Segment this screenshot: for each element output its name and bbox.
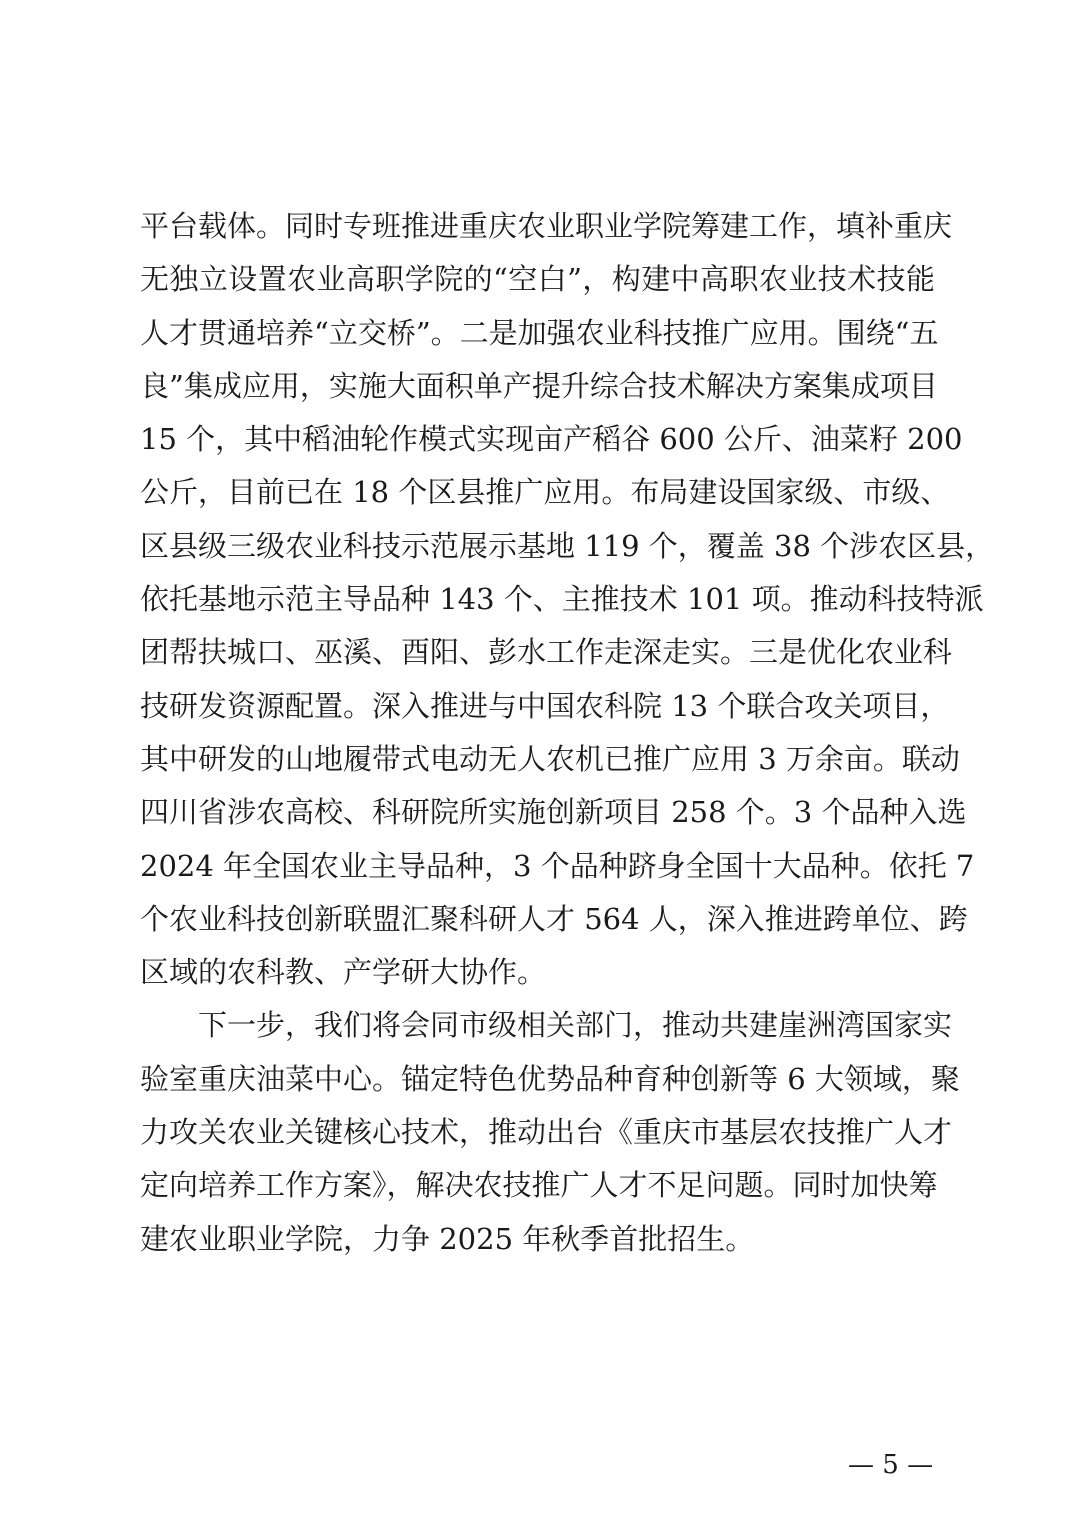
text-line: 区县级三级农业科技示范展示基地 119 个，覆盖 38 个涉农区县， <box>140 528 995 563</box>
text-line: 个农业科技创新联盟汇聚科研人才 564 人，深入推进跨单位、跨 <box>140 901 968 936</box>
text-line: 2024 年全国农业主导品种，3 个品种跻身全国十大品种。依托 7 <box>140 848 975 883</box>
paragraph-2 <box>140 999 960 1265</box>
body-text <box>140 200 995 1266</box>
text-line: 建农业职业学院，力争 2025 年秋季首批招生。 <box>140 1221 755 1256</box>
paragraph-1 <box>140 200 995 999</box>
text-line: 良”集成应用，实施大面积单产提升综合技术解决方案集成项目 <box>140 368 938 403</box>
text-line: 平台载体。同时专班推进重庆农业职业学院筹建工作，填补重庆 <box>140 209 953 243</box>
text-line: 无独立设置农业高职学院的“空白”，构建中高职农业技术技能 <box>140 262 935 297</box>
text-line: 区域的农科教、产学研大协作。 <box>140 955 547 990</box>
text-line: 定向培养工作方案》，解决农技推广人才不足问题。同时加快筹 <box>140 1168 938 1203</box>
text-line: 公斤，目前已在 18 个区县推广应用。布局建设国家级、市级、 <box>140 475 950 510</box>
text-line: 力攻关农业关键核心技术，推动出台《重庆市基层农技推广人才 <box>140 1115 953 1150</box>
page-number: — 5 — <box>848 1450 934 1480</box>
text-line: 其中研发的山地履带式电动无人农机已推广应用 3 万余亩。联动 <box>140 741 960 776</box>
text-line: 依托基地示范主导品种 143 个、主推技术 101 项。推动科技特派 <box>140 582 984 617</box>
text-line: 验室重庆油菜中心。锚定特色优势品种育种创新等 6 大领域，聚 <box>140 1061 960 1096</box>
text-line: 下一步，我们将会同市级相关部门，推动共建崖洲湾国家实 <box>198 1008 953 1043</box>
text-line: 15 个，其中稻油轮作模式实现亩产稻谷 600 公斤、油菜籽 200 <box>140 422 963 457</box>
text-line: 四川省涉农高校、科研院所实施创新项目 258 个。3 个品种入选 <box>140 795 967 830</box>
text-line: 人才贯通培养“立交桥”。二是加强农业科技推广应用。围绕“五 <box>140 315 939 350</box>
text-line: 技研发资源配置。深入推进与中国农科院 13 个联合攻关项目， <box>140 688 950 723</box>
text-line: 团帮扶城口、巫溪、酉阳、彭水工作走深走实。三是优化农业科 <box>140 635 953 670</box>
